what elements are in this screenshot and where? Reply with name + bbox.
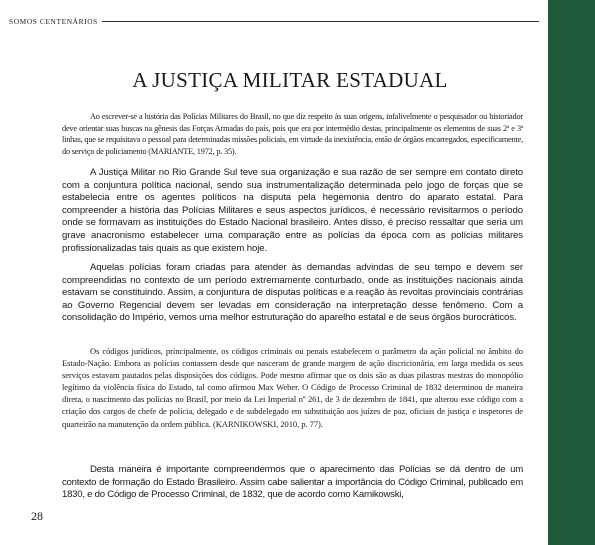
paragraph-1: A Justiça Militar no Rio Grande Sul teve sua organização e sua razão de ser sempre em contato direto com a conjuntura política nacional, sendo sua instrumentalização determinada pelo jogo de forças que se estabelecia entre os agentes políticos na disputa pela hegemonia dentro do aparato estatal. Para compreender a história das Polícias Militares e seus aspectos jurídicos, é necessário revisitarmos o período onde se formavam as instituições do Estado Nacional brasileiro. Antes disso, é preciso ressaltar que seria um grave anacronismo estabelecer uma comparação entre as polícias da época com as polícias militares profissionalizadas tais quais as que existem hoje. xyxy=(62,167,523,254)
article-title: A JUSTIÇA MILITAR ESTADUAL xyxy=(132,68,448,92)
block-quote: Ao escrever-se a história das Polícias Militares do Brasil, no que diz respeito às suas origens, infalivelmente o pesquisador ou historiador deve orientar suas buscas na gênesis das Forças Armadas do país, pois que era por intermédio destas, principalmente os elementos de suas 2ª e 3ª linhas, que se requisitava o pessoal para determinadas missões policiais, em virtude da inexistência, então de órgãos encarregados, especificamente, do serviço de policiamento (MARIANTE, 1972, p. 35). xyxy=(62,112,523,156)
running-header xyxy=(9,15,539,27)
paragraph-4: Desta maneira é importante compreendermos que o aparecimento das Polícias se dá dentro de um contexto de formação do Estado Brasileiro. Assim cabe salientar a importância do Código Criminal, publicado em 1830, e do Código de Processo Criminal, de 1832, que de acordo como Karnikowski, xyxy=(62,464,523,501)
paragraph-2: Aquelas polícias foram criadas para atender às demandas advindas de seu tempo e devem ser compreendidas no contexto de um período extremamente conturbado, onde as instituições nacionais ainda estavam se constituindo. Assim, a conjuntura de disputas políticas e a reação às revoltas provinciais contrárias ao Governo Regencial devem ser levadas em consideração na interpretação desse fenômeno. Com a consolidação do Império, vemos uma melhor estruturação do aparelho estatal e de seus órgãos burocráticos. xyxy=(62,262,523,324)
page-number: 28 xyxy=(31,509,43,523)
paragraph-3-citation: Os códigos jurídicos, principalmente, os códigos criminais ou penais estabelecem o parâmetro da ação policial no âmbito do Estado-Nação. Embora as polícias contassem desde que nasceram de grande margem de ação discricionária, em larga medida os seus serviços estavam pautados pelas disposições dos códigos. Pode mesmo afirmar que os dois são as duas pilastras mestras do monopólio legítimo da violência física do Estado, tal como afirmou Max Weber. O Código de Processo Criminal de 1832 determinou de maneira direta, o nascimento das polícias no Brasil, por meio da Lei Imperial nº 261, de 3 de dezembro de 1841, que alterou esse código com a criação dos cargos de chefe de polícia, delegado e de subdelegado em substituição aos juízes de paz, oficiais de justiça e inspetores de quarteirão na manutenção da ordem pública. (KARNIKOWSKI, 2010, p. 77). xyxy=(62,346,523,429)
running-title: SOMOS CENTENÁRIOS xyxy=(9,16,98,26)
side-color-band xyxy=(548,0,595,545)
header-rule xyxy=(102,21,539,22)
